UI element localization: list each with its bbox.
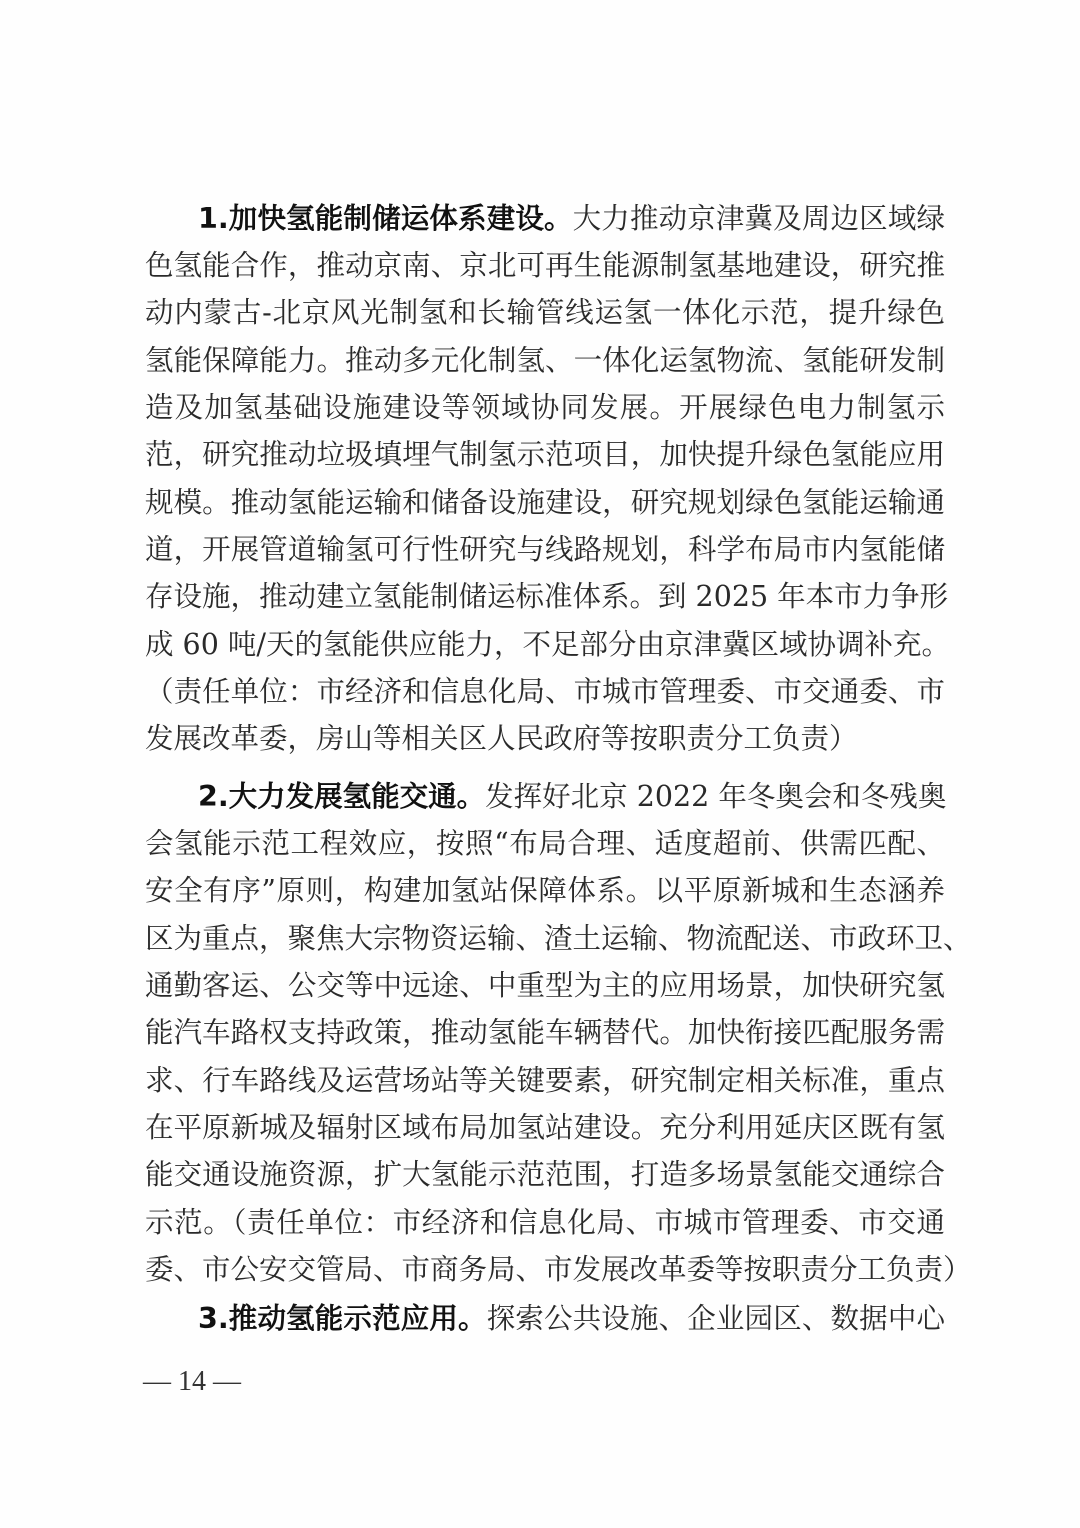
section-2-line-4: 区为重点，聚焦大宗物资运输、渣土运输、物流配送、市政环卫、: [145, 922, 972, 955]
section-1-line-12: 发展改革委，房山等相关区人民政府等按职责分工负责）: [145, 722, 858, 755]
section-1-line-1: 1.加快氢能制储运体系建设。大力推动京津冀及周边区域绿: [198, 202, 945, 235]
section-2-line-5: 通勤客运、公交等中远途、中重型为主的应用场景，加快研究氢: [145, 969, 945, 1002]
section-2-line-1: 2.大力发展氢能交通。发挥好北京 2022 年冬奥会和冬残奥: [198, 780, 947, 813]
page-number: — 14 —: [143, 1366, 241, 1397]
section-1-line-5: 造及加氢基础设施建设等领域协同发展。开展绿色电力制氢示: [145, 391, 945, 424]
section-1-line-3: 动内蒙古-北京风光制氢和长输管线运氢一体化示范，提升绿色: [145, 296, 945, 329]
section-1-line-2: 色氢能合作，推动京南、京北可再生能源制氢基地建设，研究推: [145, 249, 945, 282]
section-2-line-11: 委、市公安交管局、市商务局、市发展改革委等按职责分工负责）: [145, 1253, 972, 1286]
section-1-line-8: 道，开展管道输氢可行性研究与线路规划，科学布局市内氢能储: [145, 533, 945, 566]
section-3-line-1: 3.推动氢能示范应用。探索公共设施、企业园区、数据中心: [198, 1302, 945, 1335]
section-1-line-6: 范，研究推动垃圾填埋气制氢示范项目，加快提升绿色氢能应用: [145, 438, 945, 471]
section-1-heading: 1.加快氢能制储运体系建设。: [198, 202, 573, 235]
section-2-line-9: 能交通设施资源，扩大氢能示范范围，打造多场景氢能交通综合: [145, 1158, 945, 1191]
section-1-line-11: （责任单位：市经济和信息化局、市城市管理委、市交通委、市: [145, 675, 945, 708]
section-2-line-8: 在平原新城及辐射区域布局加氢站建设。充分利用延庆区既有氢: [145, 1111, 945, 1144]
section-2-line-6: 能汽车路权支持政策，推动氢能车辆替代。加快衔接匹配服务需: [145, 1016, 945, 1049]
section-2-line-10: 示范。（责任单位：市经济和信息化局、市城市管理委、市交通: [145, 1206, 945, 1239]
section-1-line-7: 规模。推动氢能运输和储备设施建设，研究规划绿色氢能运输通: [145, 486, 945, 519]
section-3-heading: 3.推动氢能示范应用。: [198, 1302, 487, 1335]
section-2-heading: 2.大力发展氢能交通。: [198, 780, 486, 813]
section-2-line-2: 会氢能示范工程效应，按照“布局合理、适度超前、供需匹配、: [145, 827, 945, 860]
section-1-line-4: 氢能保障能力。推动多元化制氢、一体化运氢物流、氢能研发制: [145, 344, 945, 377]
section-2-line-7: 求、行车路线及运营场站等关键要素，研究制定相关标准，重点: [145, 1064, 945, 1097]
section-1-line-9: 存设施，推动建立氢能制储运标准体系。到 2025 年本市力争形: [145, 580, 949, 613]
section-2-line-3: 安全有序”原则，构建加氢站保障体系。以平原新城和生态涵养: [145, 874, 945, 907]
section-1-line-10: 成 60 吨/天的氢能供应能力，不足部分由京津冀区域协调补充。: [145, 628, 950, 661]
